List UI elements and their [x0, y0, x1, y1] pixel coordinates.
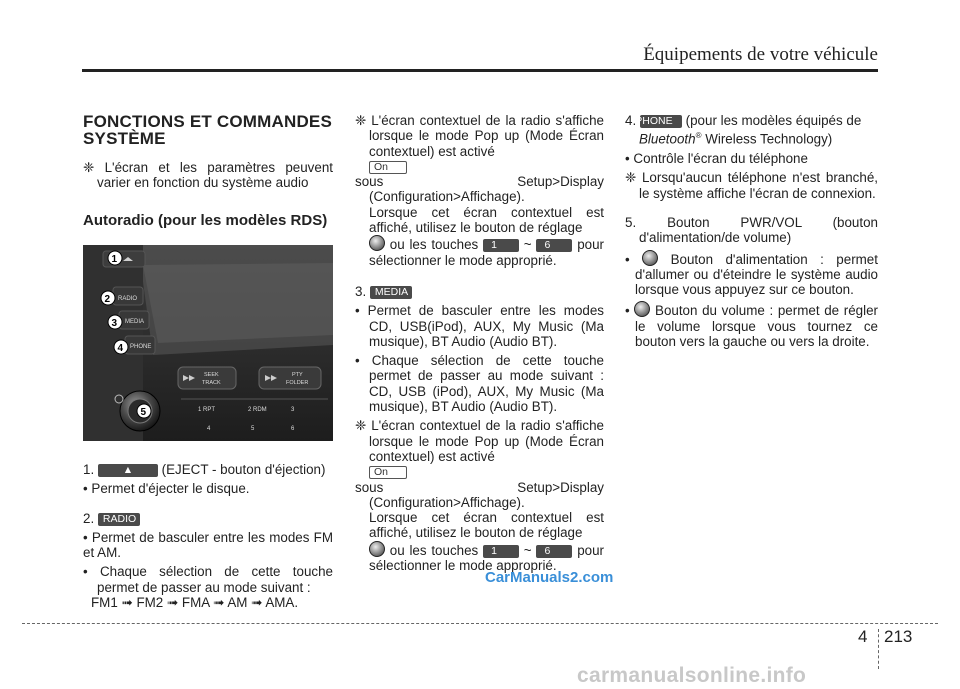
radio-sequence: FM1 ➟ FM2 ➟ FMA ➟ AM ➟ AMA. — [91, 595, 299, 611]
note-mark: ❈ — [83, 160, 95, 175]
watermark-carmanualsonline: carmanualsonline.info — [577, 664, 807, 687]
label-seek: SEEK — [204, 372, 219, 378]
stereo-image — [83, 245, 333, 441]
note-text: L'écran et les paramètres peuvent varier en fonction du système audio — [97, 160, 333, 191]
popup-note-2: ❈ L'écran contextuel de la radio s'affiche lorsque le mode Pop up (Mode Écran contextuel) est activé On sous Setup>Display (Configuration>Affichage). Lorsque cet écran contextuel est affiché, utilisez le bouton de réglage ou les touches 1 ~ 6 pour sélectionner le mode approprié. — [355, 418, 604, 574]
item-phone: 4. PHONE (pour les modèles équipés de Bluetooth® Wireless Technology) — [625, 113, 862, 147]
on-badge-2: On — [369, 466, 407, 479]
column-2 — [355, 113, 604, 573]
column-1 — [83, 113, 333, 228]
svg-text:1: 1 — [111, 254, 118, 265]
media-badge: MEDIA — [370, 286, 412, 299]
svg-text:3: 3 — [111, 318, 118, 329]
power-knob-icon — [642, 250, 658, 266]
svg-text:3: 3 — [291, 407, 295, 413]
eject-badge: ▲ — [98, 464, 158, 477]
media-bullet-1: • Permet de basculer entre les modes CD, USB(iPod), AUX, My Music (Ma musique), BT Audio (Audio BT). — [355, 303, 604, 349]
key-6-badge-2: 6 — [536, 545, 572, 558]
svg-text:4: 4 — [207, 426, 211, 432]
volume-bullet: • Bouton du volume : permet de régler le volume lorsque vous tournez ce bouton vers la gauche ou vers la droite. — [625, 303, 878, 350]
media-bullet-2: • Chaque sélection de cette touche permet de passer au mode suivant : CD, USB (iPod), AUX, My Music (Ma musique), BT Audio (Audio BT). — [355, 353, 604, 415]
svg-text:2: 2 — [104, 294, 111, 305]
on-badge: On — [369, 161, 407, 174]
section-heading: FONCTIONS ET COMMANDES SYSTÈME — [83, 112, 333, 148]
radio-badge: RADIO — [98, 513, 140, 526]
callout-5 — [137, 404, 151, 418]
header-rule — [82, 69, 878, 72]
header-title: Équipements de votre véhicule — [643, 44, 878, 65]
svg-text:2 RDM: 2 RDM — [248, 407, 267, 413]
volume-knob-icon — [634, 301, 650, 317]
item-media: 3. MEDIA — [355, 284, 604, 299]
popup-note-1: ❈ L'écran contextuel de la radio s'affiche lorsque le mode Pop up (Mode Écran contextuel) est activé On sous Setup>Display (Configuration>Affichage). Lorsque cet écran contextuel est affiché, utilisez le bouton de réglage ou les touches 1 ~ 6 pour sélectionner le mode approprié. — [355, 113, 604, 268]
key-1-badge: 1 — [483, 239, 519, 252]
phone-note: ❈ Lorsqu'aucun téléphone n'est branché, le système affiche l'écran de connexion. — [625, 170, 878, 201]
phone-badge: PHONE — [640, 115, 682, 128]
phone-bullet: • Contrôle l'écran du téléphone — [625, 151, 808, 167]
column-1-list — [83, 462, 333, 610]
chapter-number: 4 — [858, 627, 868, 646]
radio-bullet-2: • Chaque sélection de cette touche permet de passer au mode suivant : — [83, 564, 333, 595]
label-media: MEDIA — [125, 319, 145, 325]
svg-text:5: 5 — [140, 407, 147, 418]
footer-divider — [878, 629, 879, 669]
footer-rule — [22, 623, 938, 624]
key-1-badge-2: 1 — [483, 545, 519, 558]
label-folder: FOLDER — [286, 380, 309, 386]
callout-2 — [101, 291, 115, 305]
label-phone: PHONE — [130, 344, 152, 350]
note-screen — [83, 160, 333, 191]
label-pty: PTY — [292, 372, 303, 378]
item-pwr-vol: 5. Bouton PWR/VOL (bouton d'alimentation/de volume) — [625, 214, 878, 246]
tune-knob-icon — [369, 235, 385, 251]
radio-bullet-1: • Permet de basculer entre les modes FM et AM. — [83, 529, 333, 561]
callout-1 — [108, 251, 122, 265]
tune-knob-icon-2 — [369, 541, 385, 557]
column-3 — [625, 113, 878, 349]
svg-text:1 RPT: 1 RPT — [198, 407, 216, 413]
page-number: 213 — [884, 627, 913, 646]
key-6-badge: 6 — [536, 239, 572, 252]
callout-4 — [114, 340, 128, 354]
svg-text:5: 5 — [251, 426, 255, 432]
watermark-carmanuals2: CarManuals2.com — [485, 569, 614, 586]
svg-text:4: 4 — [117, 343, 124, 354]
item-radio: 2. RADIO — [83, 511, 333, 526]
svg-text:6: 6 — [291, 426, 295, 432]
item-eject: 1. ▲ (EJECT - bouton d'éjection) — [83, 462, 326, 477]
label-radio: RADIO — [118, 296, 138, 302]
label-track: TRACK — [202, 380, 221, 386]
subheading: Autoradio (pour les modèles RDS) — [83, 211, 328, 229]
power-bullet: • Bouton d'alimentation : permet d'allumer ou d'éteindre le système audio lorsque vous appuyez sur ce bouton. — [625, 251, 878, 298]
eject-bullet: • Permet d'éjecter le disque. — [83, 481, 250, 497]
callout-3 — [108, 315, 122, 329]
